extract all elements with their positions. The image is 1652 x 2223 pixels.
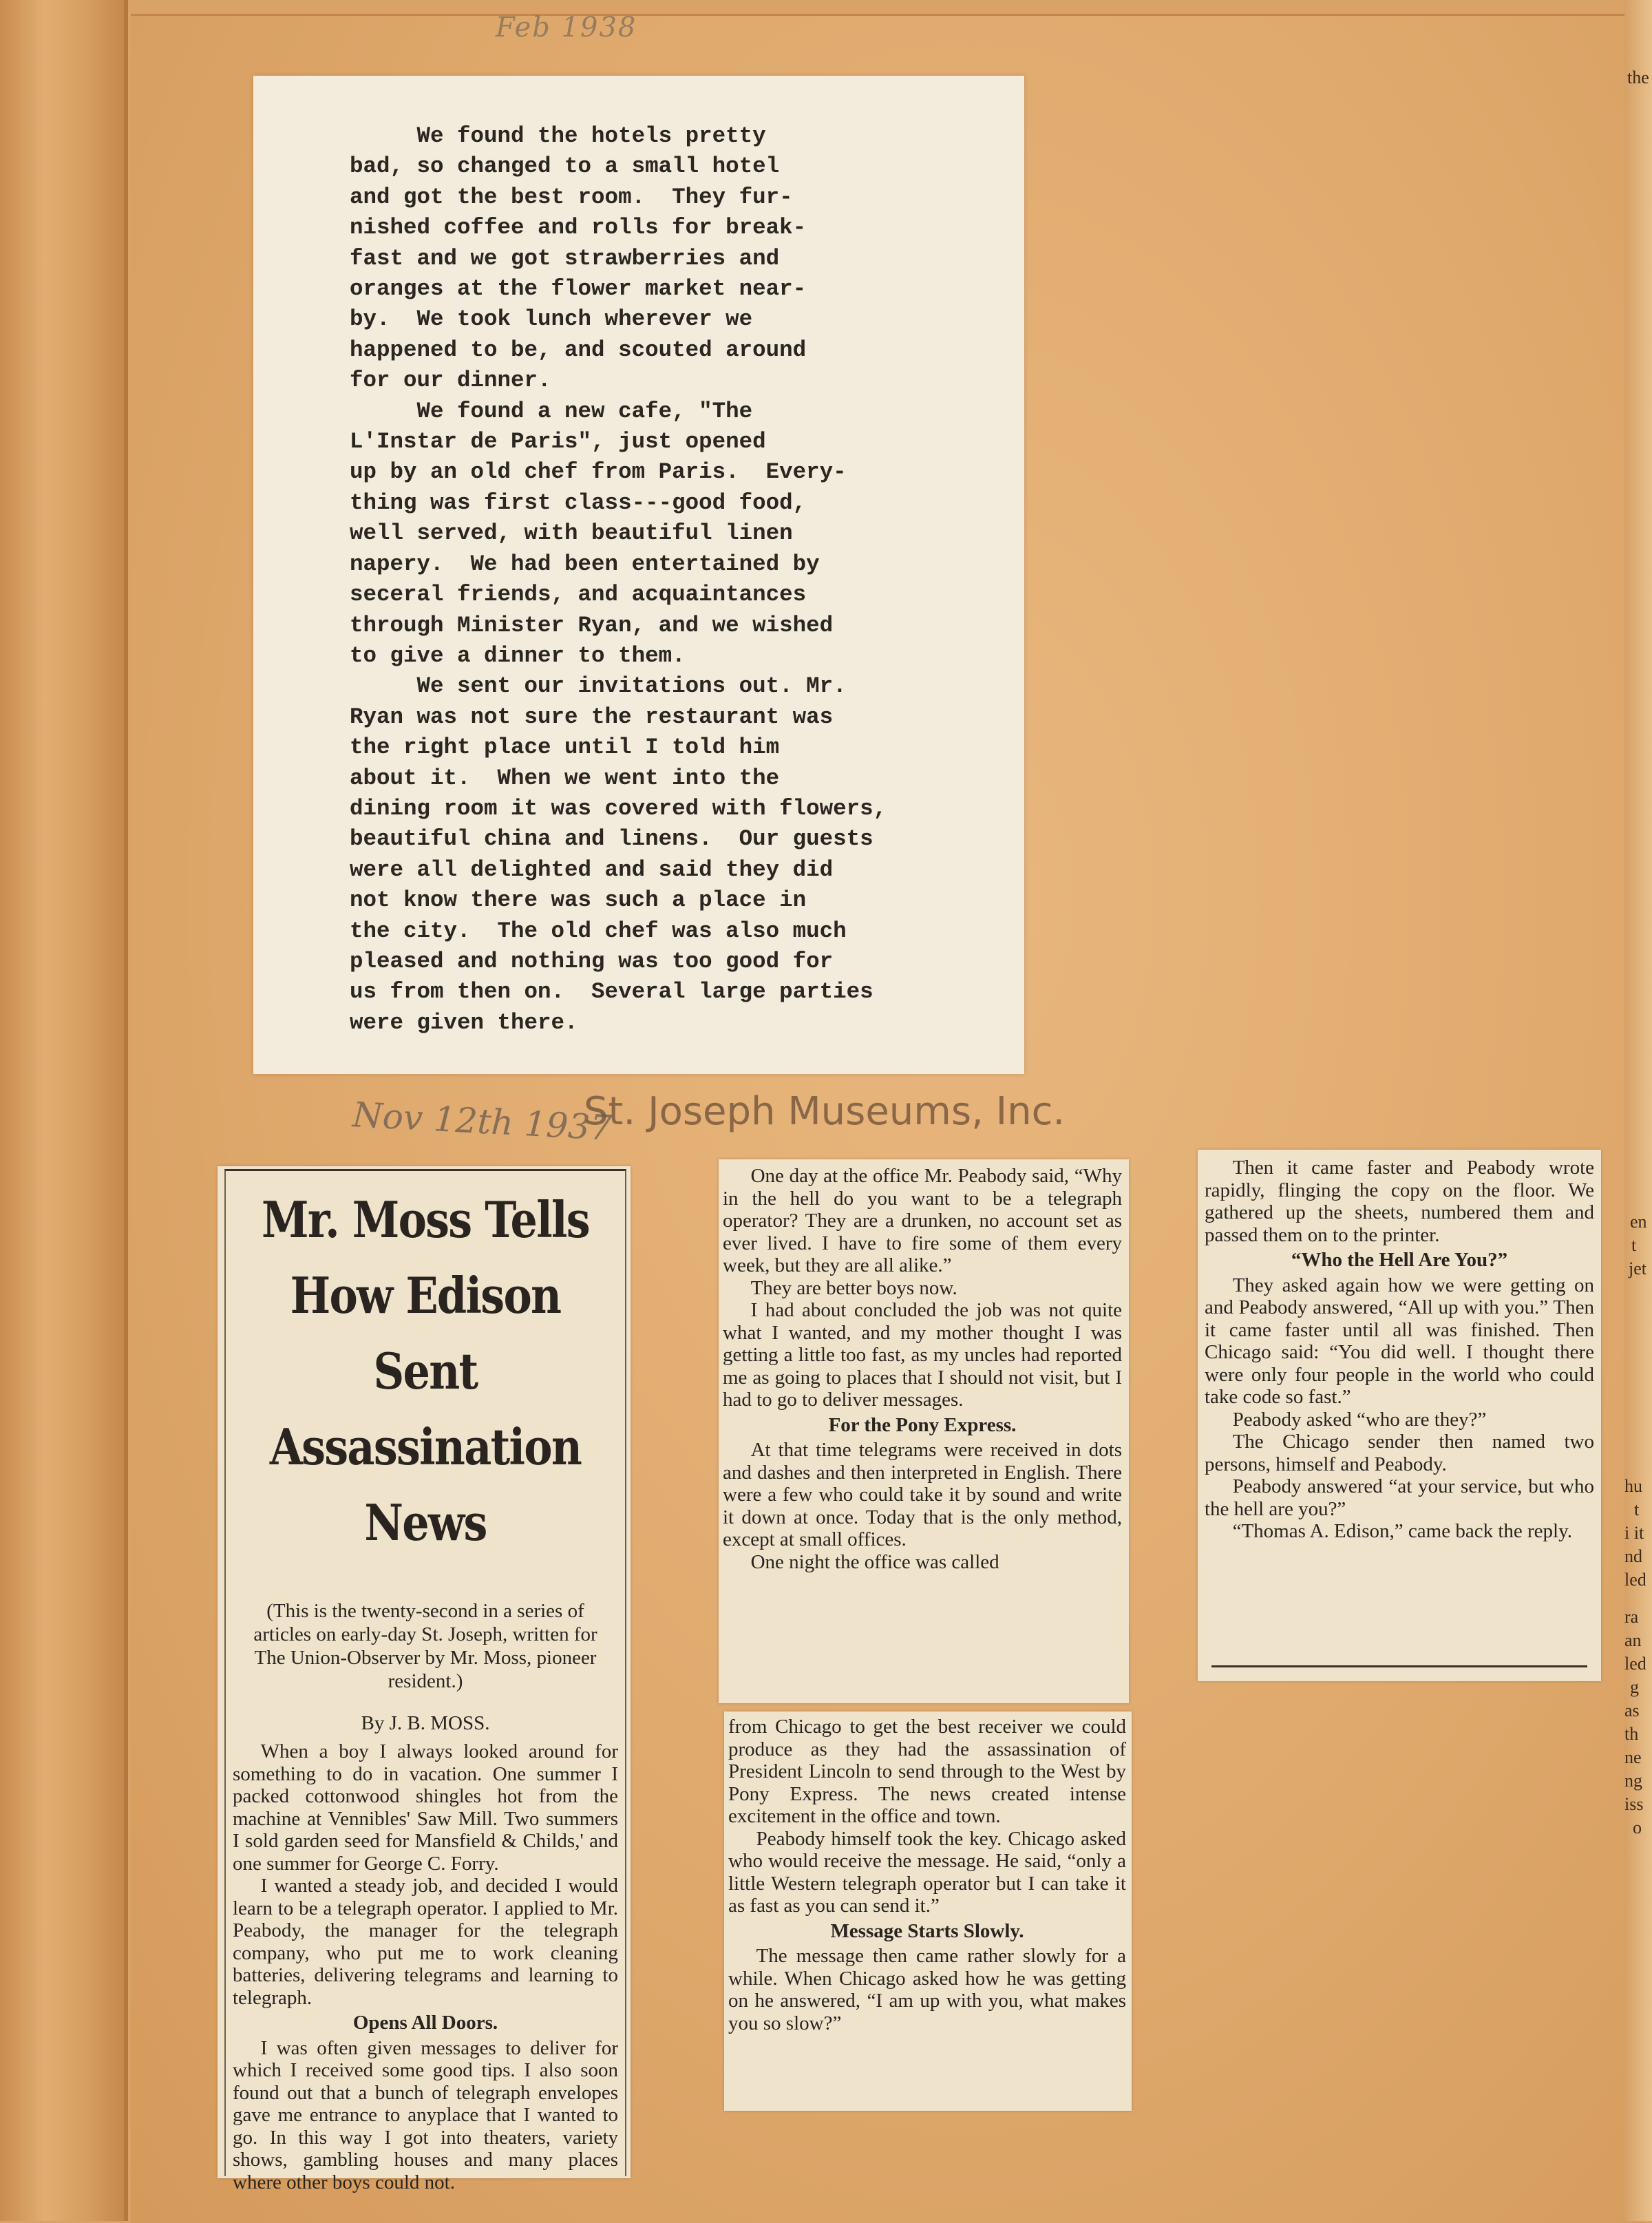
paragraph: I wanted a steady job, and decided I would learn to be a telegraph operator. I applied to Mr. Peabody, the manager for the telegraph company, who put me to work cleaning batteries, delivering telegrams and learning to telegraph. [233, 1875, 618, 2009]
peek-word: hu [1624, 1476, 1642, 1496]
paragraph: At that time telegrams were received in dots and dashes and then interpreted in English. There were a few who could take it by sound and write it down at once. Today that is the only method, except at small offices. [723, 1439, 1122, 1550]
peek-word: jet [1629, 1258, 1646, 1278]
paragraph: Then it came faster and Peabody wrote rapidly, flinging the copy on the floor. We gathered up the sheets, numbered them and passed them on to the printer. [1205, 1157, 1594, 1246]
clipping-column-1 [218, 1166, 631, 2193]
subheading-message-starts-slowly: Message Starts Slowly. [830, 1919, 1024, 1942]
peek-word: led [1624, 1570, 1646, 1590]
paragraph: I was often given messages to deliver for which I received some good tips. I also soon found out that a bunch of telegraph envelopes gave me entrance to anyplace that I wanted to go. In this way I got into theaters, variety shows, gambling houses and many places where other boys could not. [233, 2036, 618, 2193]
paragraph: Peabody answered “at your service, but who the hell are you?” [1205, 1475, 1594, 1520]
paragraph: Peabody himself took the key. Chicago asked who would receive the message. He said, “only a little Western telegraph operator but I can take it as fast as you can send it.” [728, 1827, 1126, 1917]
headline-line-1: Mr. Moss Tells [262, 1190, 589, 1249]
paragraph: One night the office was called [750, 1550, 999, 1573]
peek-word: ne [1624, 1747, 1642, 1767]
peek-word: iss [1624, 1794, 1644, 1814]
handwritten-top-note: Feb 1938 [496, 12, 637, 43]
peek-word: t [1631, 1235, 1637, 1255]
paragraph: They are better boys now. [750, 1276, 957, 1299]
headline-line-2: How Edison Sent [290, 1266, 561, 1400]
peek-word: as [1624, 1700, 1640, 1720]
paragraph: When a boy I always looked around for something to do in vacation. One summer I packed cottonwood shingles hot from the machine at Vennibles' Saw Mill. Two summers I sold garden seed for Mansfield & Childs,' and one summer for George C. Forry. [233, 1740, 618, 1875]
clipping-column-2-bottom [724, 1711, 1132, 2111]
peek-word: ng [1624, 1771, 1642, 1791]
right-page-edge [1624, 0, 1652, 2221]
peek-word: the [1627, 67, 1649, 87]
typewritten-text: We found the hotels pretty bad, so changed to a small hotel and got the best room. They fur- nished coffee and rolls for break- fast and we got strawberries and oranges at the flower market near- by. We took lunch wherever we happened to be, and scouted around for our dinner. We found a new cafe, "The L'Instar de Paris", just opened up by an old chef from Paris. Every- thing was first class---good food, well served, with beautiful linen napery. We had been entertained by seceral friends, and acquaintances through Minister Ryan, and we wished to give a dinner to them. We sent our invitations out. Mr. Ryan was not sure the restaurant was the right place until I told him about it. When we went into the dining room it was covered with flowers, beautiful china and linens. Our guests were all delighted and said they did not know there was such a place in the city. The old chef was also much pleased and nothing was too good for us from then on. Several large parties were given there. [350, 123, 887, 1035]
peek-word: en [1630, 1212, 1647, 1232]
subheading-opens-all-doors: Opens All Doors. [352, 2012, 498, 2034]
paragraph: from Chicago to get the best receiver we could produce as they had the assassination of President Lincoln to send through to the West by Pony Express. The news created intense excitement in the office and town. [728, 1716, 1126, 1827]
paragraph: The message then came rather slowly for a while. When Chicago asked how he was getting on he answered, “I am up with you, what makes you so slow?” [728, 1945, 1126, 2034]
museum-watermark: St. Joseph Museums, Inc. [584, 1089, 1066, 1134]
typewritten-page [253, 76, 1024, 1074]
paragraph: One day at the office Mr. Peabody said, “Why in the hell do you want to be a telegraph operator? They are a drunken, no account set as ever lived. I have to fire some of them every week, but they are all alike.” [723, 1165, 1122, 1276]
peek-word: i it [1624, 1523, 1644, 1543]
peek-word: g [1630, 1677, 1639, 1697]
paragraph: Peabody asked “who are they?” [1232, 1408, 1487, 1431]
handwritten-date: Nov 12th 1937 [351, 1095, 613, 1148]
paragraph: “Thomas A. Edison,” came back the reply. [1232, 1520, 1572, 1542]
peek-word: nd [1624, 1546, 1642, 1566]
article-byline: By J. B. MOSS. [361, 1712, 490, 1734]
subheading-pony-express: For the Pony Express. [828, 1413, 1017, 1436]
peek-word: o [1633, 1818, 1642, 1837]
peek-word: th [1624, 1724, 1639, 1744]
clipping-column-2-top [719, 1159, 1129, 1703]
peek-word: an [1624, 1630, 1642, 1650]
article-intro: (This is the twenty-second in a series of articles on early-day St. Joseph, written for The Union-Observer by Mr. Moss, pioneer resident.) [253, 1600, 597, 1692]
paragraph: They asked again how we were getting on and Peabody answered, “All up with you.” Then it came faster until all was finished. Then Chicago said: “You did well. I thought there were only four people in the world who could take code so fast.” [1205, 1274, 1594, 1408]
paragraph: I had about concluded the job was not quite what I wanted, and my mother thought I was getting a little too fast, as my uncles had reported me as going to places that I should not visit, but I had to go to deliver messages. [723, 1299, 1122, 1411]
peek-word: ra [1624, 1607, 1639, 1627]
subheading-who-the-hell: “Who the Hell Are You?” [1291, 1249, 1508, 1271]
peek-word: led [1624, 1654, 1646, 1674]
peek-word: t [1634, 1499, 1640, 1519]
clipping-column-3 [1198, 1150, 1601, 1681]
headline-line-3: Assassination News [269, 1418, 582, 1552]
end-rule [1211, 1665, 1587, 1667]
paragraph: The Chicago sender then named two persons, himself and Peabody. [1205, 1431, 1594, 1475]
scrapbook-left-edge [0, 0, 128, 2221]
